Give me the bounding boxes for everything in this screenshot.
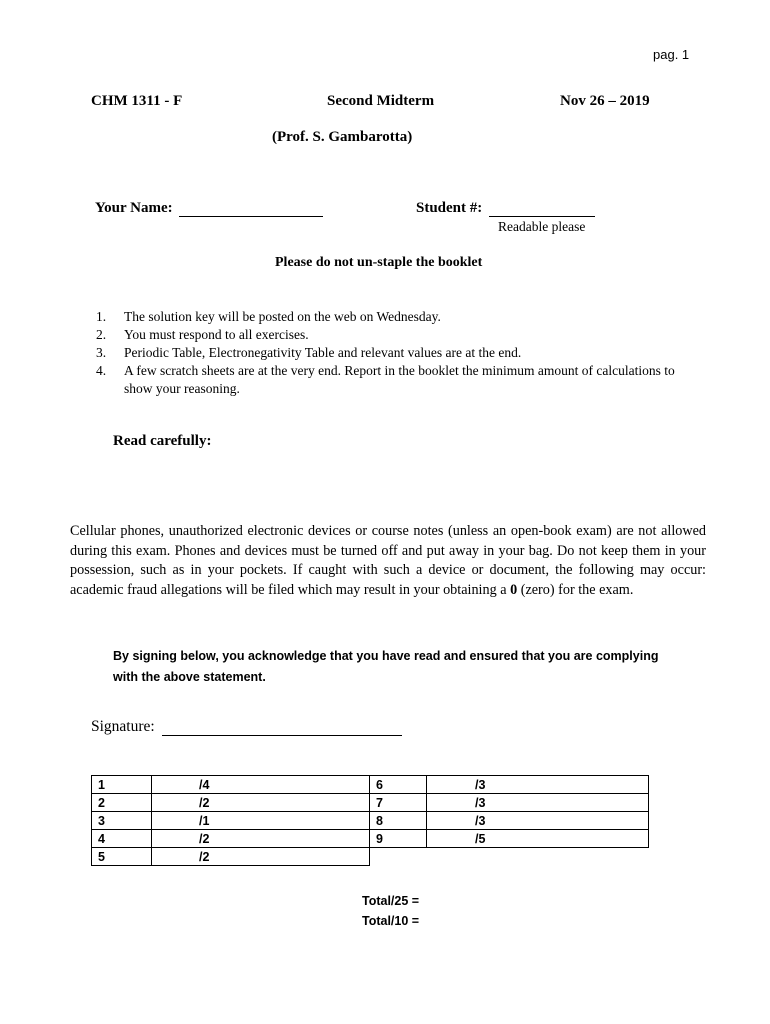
student-number-hint: Readable please: [498, 219, 586, 234]
question-number: 2: [92, 794, 152, 812]
table-row: [92, 794, 649, 812]
table-row: [92, 776, 649, 794]
question-number: 6: [370, 776, 427, 794]
total-25: Total/25 =: [362, 894, 420, 908]
question-number: 5: [92, 848, 152, 866]
question-score: /3: [427, 794, 649, 812]
exam-title: Second Midterm: [327, 93, 435, 109]
question-score: /3: [427, 776, 649, 794]
question-number: 7: [370, 794, 427, 812]
question-number: 4: [92, 830, 152, 848]
question-score: /2: [152, 794, 370, 812]
student-number-field: [416, 200, 595, 217]
total-10: Total/10 =: [362, 914, 420, 928]
signature-field: [91, 718, 402, 736]
acknowledgement-statement: By signing below, you acknowledge that you have read and ensured that you are complying with the above statement.: [113, 649, 659, 684]
list-item: 4. A few scratch sheets are at the very end. Report in the booklet the minimum amount of calculations to show your reasoning.: [96, 363, 675, 396]
read-carefully-heading: Read carefully:: [113, 433, 212, 449]
question-score: /3: [427, 812, 649, 830]
exam-date: Nov 26 – 2019: [560, 93, 650, 109]
name-field: [95, 200, 323, 217]
signature-input-line[interactable]: [162, 719, 402, 736]
score-table: [91, 775, 649, 866]
question-score: /1: [152, 812, 370, 830]
student-number-input-line[interactable]: [489, 200, 595, 217]
zero-emphasis: 0: [510, 581, 518, 598]
question-number: 3: [92, 812, 152, 830]
device-warning-paragraph: Cellular phones, unauthorized electronic devices or course notes (unless an open-book exam) are not allowed during this exam. Phones and devices must be turned off and put away in your bag. Do not keep them in your possession, such as in your pockets. If caught with such a device or document, the following may occur: academic fraud allegations will be filed which may result in your obtaining a 0 (zero) for the exam.: [70, 523, 706, 598]
list-item: 2. You must respond to all exercises.: [96, 327, 309, 342]
name-input-line[interactable]: [179, 200, 323, 217]
page-number: pag. 1: [653, 47, 690, 62]
question-score: /5: [427, 830, 649, 848]
list-item: 3. Periodic Table, Electronegativity Table and relevant values are at the end.: [96, 345, 522, 360]
staple-notice: Please do not un-staple the booklet: [275, 255, 483, 270]
course-code: CHM 1311 - F: [91, 93, 183, 109]
question-score: /4: [152, 776, 370, 794]
question-number: 8: [370, 812, 427, 830]
question-number: 1: [92, 776, 152, 794]
signature-label: Signature:: [91, 718, 155, 735]
instruction-list: [70, 308, 690, 398]
name-label: Your Name:: [95, 200, 173, 216]
list-item: 1. The solution key will be posted on the web on Wednesday.: [96, 309, 441, 324]
question-score: /2: [152, 848, 370, 866]
table-row: [92, 830, 649, 848]
professor-name: (Prof. S. Gambarotta): [272, 129, 413, 145]
student-number-label: Student #:: [416, 200, 483, 216]
table-row: [92, 848, 649, 866]
question-number: 9: [370, 830, 427, 848]
table-row: [92, 812, 649, 830]
empty-cell: [370, 848, 649, 866]
question-score: /2: [152, 830, 370, 848]
